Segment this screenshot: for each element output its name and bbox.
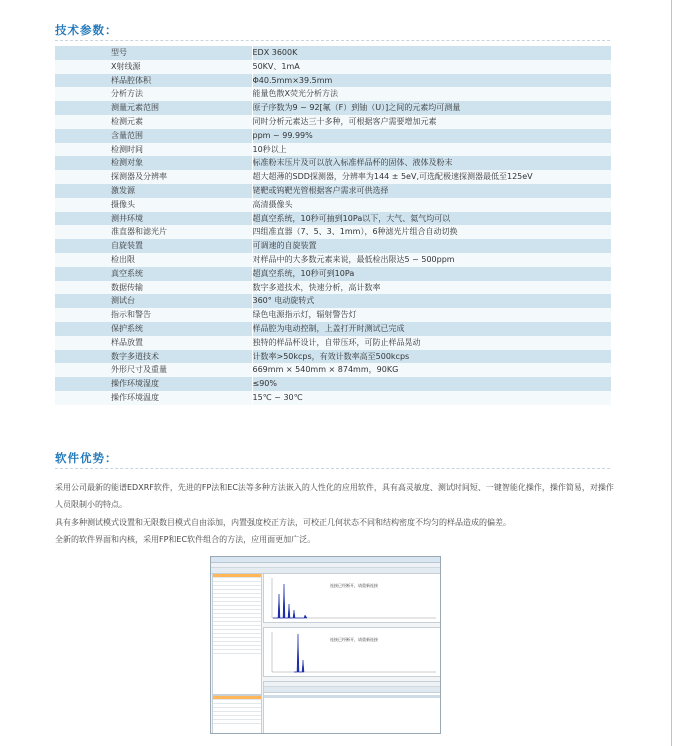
spec-value: 数字多道技术，快速分析，高计数率 — [252, 281, 611, 295]
spec-key: 检出限 — [55, 253, 252, 267]
spec-value: 能量色散X荧光分析方法 — [252, 87, 611, 101]
software-screenshot — [210, 556, 441, 734]
app-parameter-panel — [212, 573, 262, 695]
spec-key: X射线源 — [55, 60, 252, 74]
spec-row — [55, 198, 611, 212]
spec-key: 操作环境温度 — [55, 391, 252, 405]
spec-key: 样品放置 — [55, 336, 252, 350]
software-paragraph-1: 采用公司最新的能谱EDXRF软件，先进的FP法和EC法等多种方法嵌入的人性化的应用软件，具有高灵敏度、测试时间短、一键智能化操作，操作简易，对操作人员限制小的特点。 — [55, 483, 614, 509]
spec-row — [55, 143, 611, 157]
spec-value: 669mm × 540mm × 874mm，90KG — [252, 363, 611, 377]
spec-value: 对样品中的大多数元素来说，最低检出限达5 ~ 500ppm — [252, 253, 611, 267]
spec-value: 四组准直器（7、5、3、1mm），6种滤光片组合自动切换 — [252, 225, 611, 239]
spec-key: 样品腔体积 — [55, 74, 252, 88]
specs-title-underline — [55, 40, 610, 41]
spec-key: 摄像头 — [55, 198, 252, 212]
spec-value: Φ40.5mm×39.5mm — [252, 74, 611, 88]
spec-key: 自旋装置 — [55, 239, 252, 253]
app-data-table — [263, 681, 441, 734]
spec-row — [55, 184, 611, 198]
spec-row — [55, 115, 611, 129]
spec-value: 50KV、1mA — [252, 60, 611, 74]
spec-key: 测井环境 — [55, 212, 252, 226]
spec-row — [55, 391, 611, 405]
spec-value: EDX 3600K — [252, 46, 611, 60]
plot1-disconnect-message: 连接已经断开，请重新连接 — [330, 583, 378, 588]
spec-row — [55, 253, 611, 267]
spec-row — [55, 46, 611, 60]
spec-key: 测试台 — [55, 294, 252, 308]
spectrum-2-graphic — [264, 628, 440, 676]
spec-value: 铑靶或钨靶光管根据客户需求可供选择 — [252, 184, 611, 198]
spec-key: 准直器和滤光片 — [55, 225, 252, 239]
spec-row — [55, 60, 611, 74]
spec-key: 真空系统 — [55, 267, 252, 281]
spec-row — [55, 170, 611, 184]
spec-value: 样品腔为电动控制，上盖打开时测试已完成 — [252, 322, 611, 336]
specs-section-title: 技术参数： — [55, 23, 118, 37]
spec-row — [55, 350, 611, 364]
spec-key: 型号 — [55, 46, 252, 60]
spec-value: 独特的样品杯设计，自带压环，可防止样品晃动 — [252, 336, 611, 350]
spec-row — [55, 87, 611, 101]
spec-value: 同时分析元素达三十多种，可根据客户需要增加元素 — [252, 115, 611, 129]
plot2-disconnect-message: 连接已经断开，请重新连接 — [330, 637, 378, 642]
spec-key: 数据传输 — [55, 281, 252, 295]
spec-value: 超大超薄的SDD探测器，分辨率为144 ± 5eV,可选配极速探测器最低至125eV — [252, 170, 611, 184]
spec-key: 检测时间 — [55, 143, 252, 157]
spec-value: 超真空系统，10秒可到10Pa — [252, 267, 611, 281]
spec-row — [55, 156, 611, 170]
software-section-title: 软件优势： — [55, 451, 118, 465]
spec-row — [55, 322, 611, 336]
spec-row — [55, 267, 611, 281]
spec-key: 含量范围 — [55, 129, 252, 143]
spec-value: 计数率>50kcps，有效计数率高至500kcps — [252, 350, 611, 364]
spec-value: 高清摄像头 — [252, 198, 611, 212]
spec-row — [55, 239, 611, 253]
spec-row — [55, 377, 611, 391]
spec-row — [55, 308, 611, 322]
spec-key: 保护系统 — [55, 322, 252, 336]
spec-key: 指示和警告 — [55, 308, 252, 322]
spec-value: 可调速的自旋装置 — [252, 239, 611, 253]
spec-key: 外形尺寸及重量 — [55, 363, 252, 377]
spec-value: 标准粉末压片及可以放入标准样品杯的固体、液体及粉末 — [252, 156, 611, 170]
spec-value: 15℃ ~ 30℃ — [252, 391, 611, 405]
software-title-underline — [55, 468, 610, 469]
spec-value: 360° 电动旋转式 — [252, 294, 611, 308]
right-border-rule — [671, 0, 672, 746]
spec-value: 绿色电源指示灯，辐射警告灯 — [252, 308, 611, 322]
spec-key: 探测器及分辨率 — [55, 170, 252, 184]
app-result-panel — [212, 695, 262, 734]
spec-value: ppm ~ 99.99% — [252, 129, 611, 143]
spec-key: 操作环境湿度 — [55, 377, 252, 391]
software-paragraph-3: 全新的软件界面和内核，采用FP和EC软件组合的方法，应用面更加广泛。 — [55, 535, 316, 544]
spec-key: 检测对象 — [55, 156, 252, 170]
app-spectrum-plot-1 — [263, 573, 441, 623]
spec-value: 10秒以上 — [252, 143, 611, 157]
spec-row — [55, 225, 611, 239]
spec-key: 检测元素 — [55, 115, 252, 129]
spec-value: ≤90% — [252, 377, 611, 391]
spec-key: 数字多道技术 — [55, 350, 252, 364]
spec-key: 分析方法 — [55, 87, 252, 101]
spec-value: 超真空系统，10秒可抽到10Pa以下，大气、氦气均可以 — [252, 212, 611, 226]
spec-value: 原子序数为9 ~ 92[氟（F）到铀（U）]之间的元素均可测量 — [252, 101, 611, 115]
spec-row — [55, 74, 611, 88]
spec-key: 测量元素范围 — [55, 101, 252, 115]
spec-row — [55, 129, 611, 143]
spec-row — [55, 294, 611, 308]
software-paragraph-2: 具有多种测试模式设置和无限数目模式自由添加，内置强度校正方法，可校正几何状态不同和结构密度不均匀的样品造成的偏差。 — [55, 518, 511, 527]
spec-row — [55, 336, 611, 350]
app-spectrum-plot-2 — [263, 627, 441, 677]
spec-row — [55, 281, 611, 295]
spectrum-1-graphic — [264, 574, 440, 622]
spec-row — [55, 363, 611, 377]
spec-key: 激发源 — [55, 184, 252, 198]
specs-table — [55, 46, 611, 405]
spec-row — [55, 212, 611, 226]
spec-row — [55, 101, 611, 115]
